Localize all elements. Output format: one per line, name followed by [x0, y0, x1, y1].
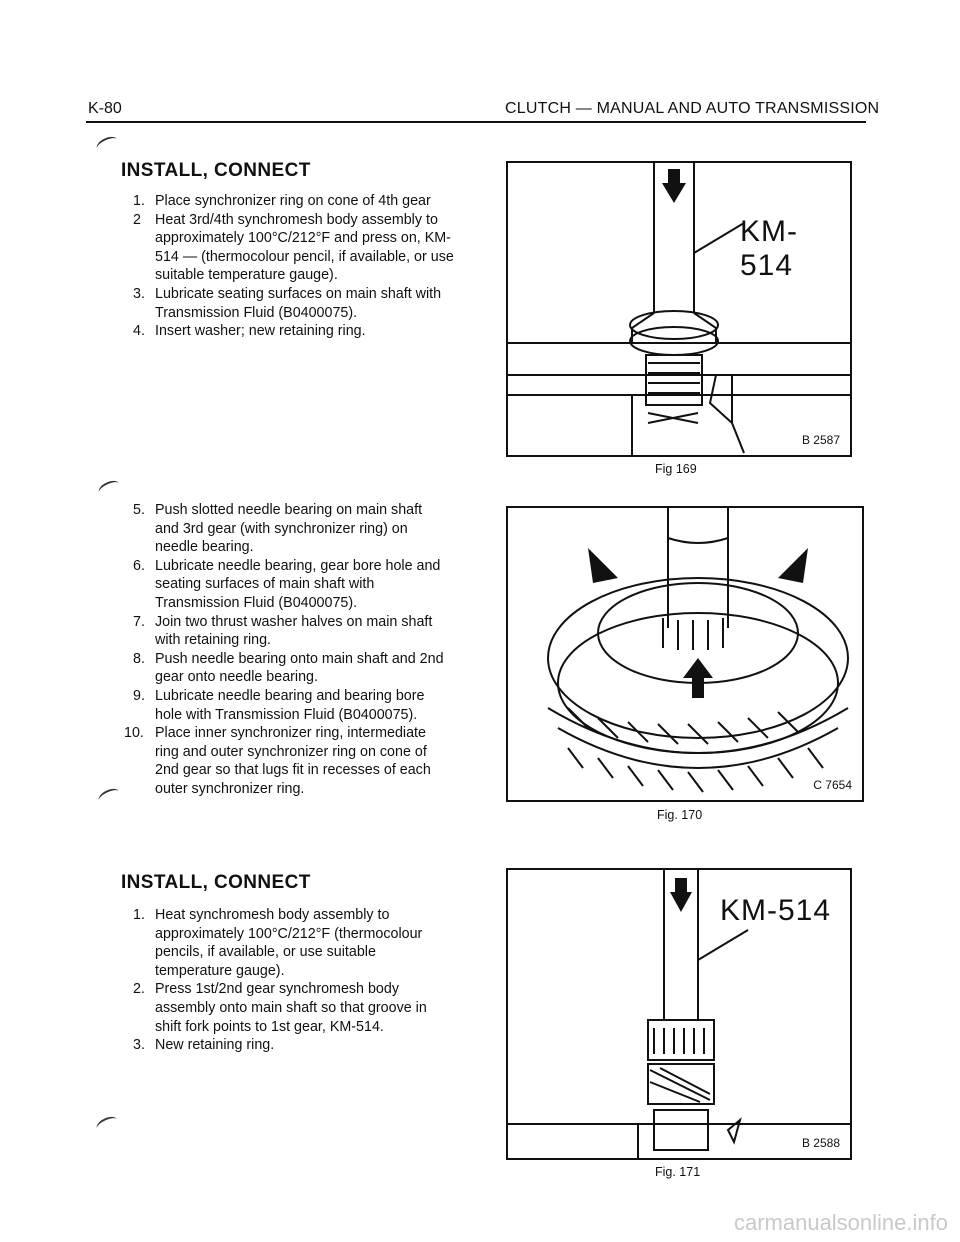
- step-number: 6.: [133, 557, 145, 574]
- step-number: 2: [133, 211, 141, 228]
- figure-caption: Fig 169: [655, 462, 697, 476]
- step-text: Push slotted needle bearing on main shaft and 3rd gear (with synchronizer ring) on needle bearing.: [155, 502, 423, 556]
- step-number: 4.: [133, 323, 145, 340]
- step-item: [133, 906, 455, 980]
- step-text: Push needle bearing onto main shaft and 2nd gear onto needle bearing.: [155, 650, 444, 686]
- step-number: 5.: [133, 502, 145, 518]
- figure-169-illustration: [508, 163, 850, 455]
- step-text: Heat 3rd/4th synchromesh body assembly to approximately 100°C/212°F and press on, KM-514 — (thermocolour pencil, if available, or use suitable temperature gauge).: [155, 211, 454, 284]
- step-item: [133, 650, 449, 687]
- figure-caption: Fig. 170: [657, 808, 703, 822]
- step-text: Insert washer; new retaining ring.: [155, 323, 366, 340]
- margin-mark: [94, 1114, 119, 1134]
- step-item: [133, 557, 449, 613]
- figure-169: [506, 161, 852, 457]
- margin-mark: [96, 786, 121, 806]
- section-title: CLUTCH — MANUAL AND AUTO TRANSMISSION: [505, 100, 880, 117]
- step-text: Place synchronizer ring on cone of 4th gear: [155, 193, 431, 209]
- figure-code: B 2588: [801, 1136, 840, 1150]
- step-item: [133, 613, 449, 650]
- margin-mark: [96, 478, 121, 498]
- step-text: Join two thrust washer halves on main shaft with retaining ring.: [155, 613, 433, 649]
- step-number: 7.: [133, 613, 145, 630]
- step-text: Lubricate seating surfaces on main shaft with Transmission Fluid (B0400075).: [155, 285, 442, 321]
- step-list: [124, 501, 449, 799]
- step-list: [133, 192, 455, 341]
- step-text: New retaining ring.: [155, 1037, 275, 1054]
- step-item: [133, 1036, 455, 1055]
- step-number: 9.: [133, 687, 145, 704]
- step-number: 3.: [133, 285, 145, 302]
- step-item: [133, 322, 455, 341]
- watermark: carmanualsonline.info: [733, 1210, 948, 1235]
- step-text: Lubricate needle bearing, gear bore hole and seating surfaces of main shaft with Transmission Fluid (B0400075).: [155, 557, 441, 611]
- tool-label: KM-514: [720, 894, 832, 927]
- figure-code: B 2587: [801, 433, 840, 447]
- step-number: 1.: [133, 193, 145, 209]
- step-text: Heat synchromesh body assembly to approximately 100°C/212°F (thermocolour pencils, if available, or use suitable temperature gauge).: [155, 907, 423, 979]
- header-rule: [86, 121, 866, 123]
- page-number: K-80: [88, 100, 122, 117]
- step-list: [133, 906, 455, 1055]
- step-number: 10.: [124, 725, 144, 742]
- step-item: [133, 980, 455, 1036]
- step-item: [133, 192, 455, 211]
- step-item: [133, 687, 449, 724]
- step-number: 8.: [133, 650, 145, 667]
- section-heading: INSTALL, CONNECT: [121, 872, 311, 893]
- section-heading: INSTALL, CONNECT: [121, 160, 311, 181]
- step-text: Place inner synchronizer ring, intermediate ring and outer synchronizer ring on cone of 2nd gear so that lugs fit in recesses of each outer synchronizer ring.: [155, 725, 431, 797]
- step-item: [133, 501, 449, 557]
- figure-caption: Fig. 171: [655, 1165, 701, 1179]
- step-item: [133, 211, 455, 285]
- step-number: 2.: [133, 981, 145, 998]
- step-item: [133, 285, 455, 322]
- figure-171: [506, 868, 852, 1160]
- step-number: 3.: [133, 1037, 145, 1054]
- step-text: Press 1st/2nd gear synchromesh body assembly onto main shaft so that groove in shift fork points to 1st gear, KM-514.: [155, 981, 427, 1035]
- figure-code: C 7654: [813, 778, 852, 792]
- step-item: [124, 724, 449, 798]
- margin-mark: [94, 134, 119, 154]
- step-text: Lubricate needle bearing and bearing bore hole with Transmission Fluid (B0400075).: [155, 687, 425, 723]
- tool-label: KM-514: [740, 215, 798, 282]
- figure-170-illustration: [508, 508, 862, 800]
- figure-170: [506, 506, 864, 802]
- step-number: 1.: [133, 907, 145, 923]
